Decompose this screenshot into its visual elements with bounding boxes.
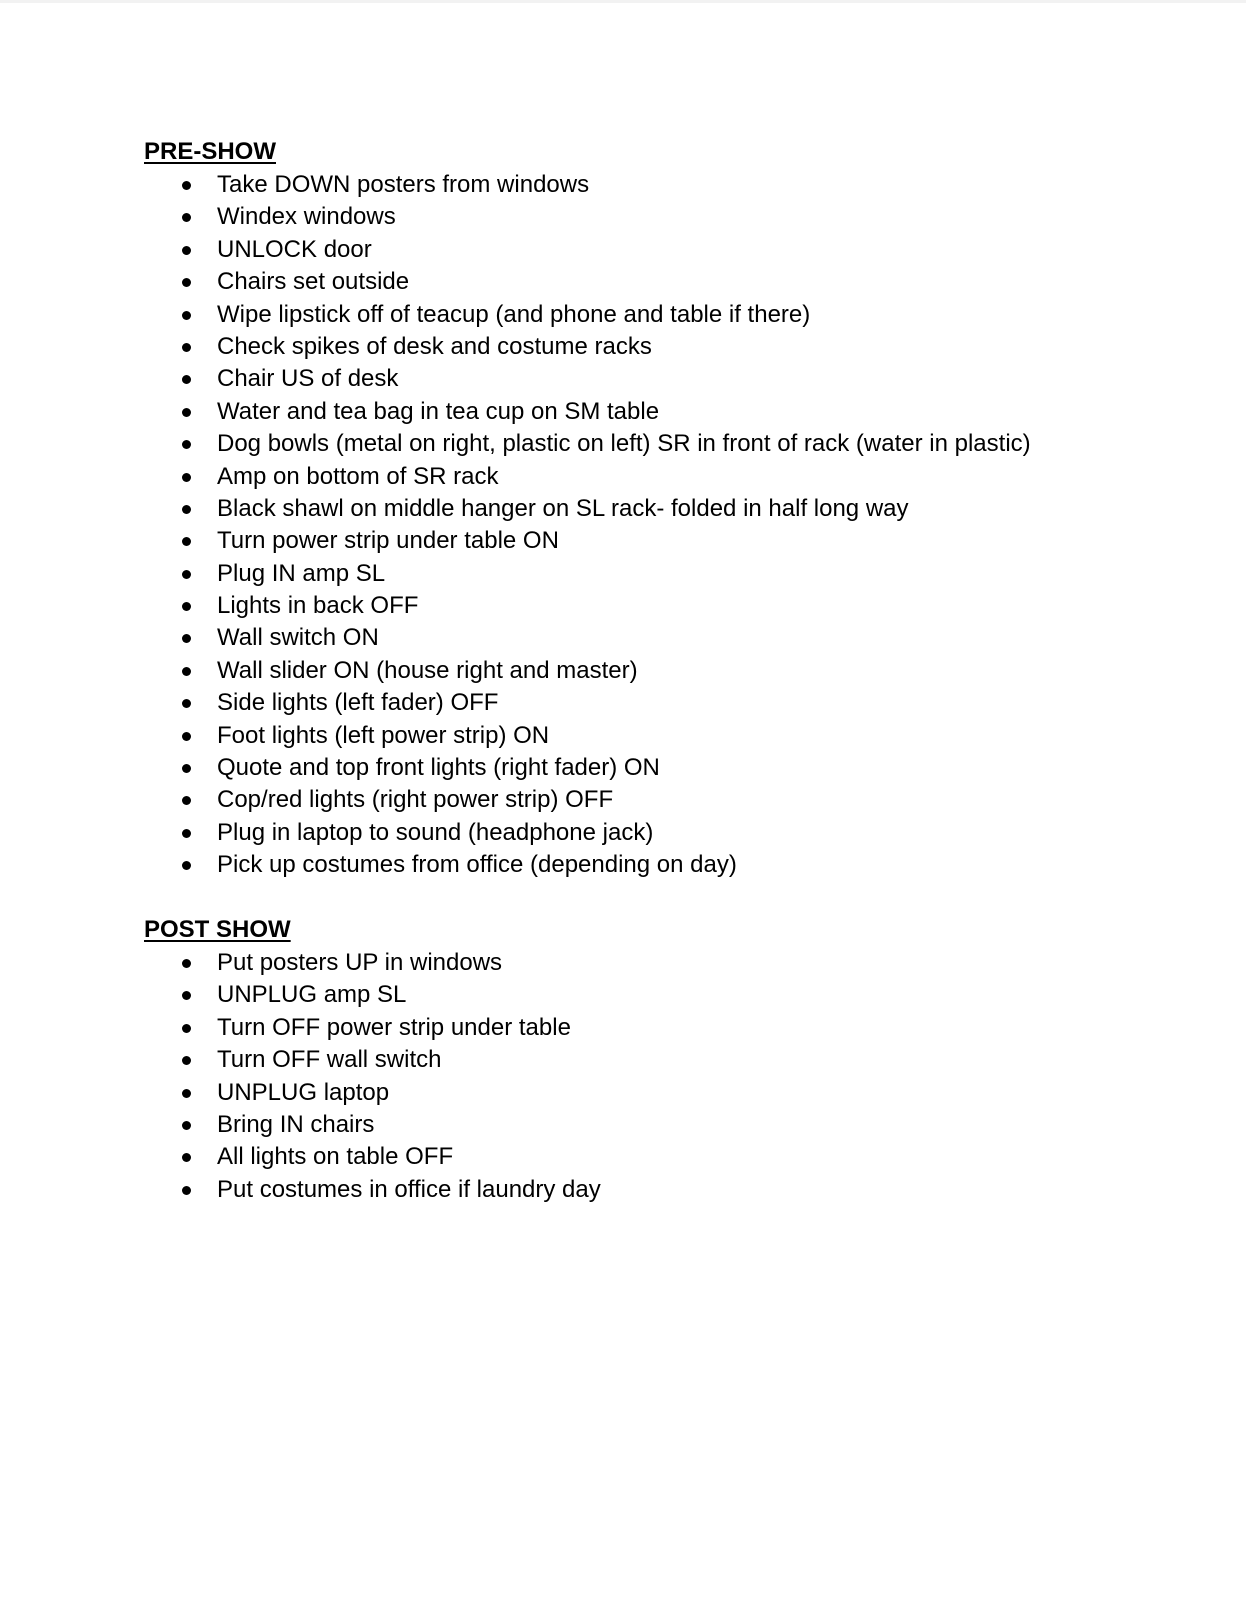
bullet-icon <box>182 1153 191 1162</box>
bullet-icon <box>182 732 191 741</box>
bullet-icon <box>182 278 191 287</box>
checklist-item-text: Turn OFF wall switch <box>217 1046 442 1074</box>
checklist-item-text: Dog bowls (metal on right, plastic on left) SR in front of rack (water in plastic) <box>217 430 1031 458</box>
checklist-item-text: Water and tea bag in tea cup on SM table <box>217 397 660 425</box>
checklist-item-text: Wall slider ON (house right and master) <box>217 656 638 684</box>
checklist-item-text: Chair US of desk <box>217 365 399 393</box>
checklist-item-text: Amp on bottom of SR rack <box>217 462 499 490</box>
checklist-item-text: Lights in back OFF <box>217 592 419 620</box>
bullet-icon <box>182 1024 191 1033</box>
checklist-item-text: Take DOWN posters from windows <box>217 171 590 198</box>
checklist-item-text: Plug in laptop to sound (headphone jack) <box>217 818 654 846</box>
bullet-icon <box>182 667 191 676</box>
checklist-item-text: Side lights (left fader) OFF <box>217 689 499 717</box>
bullet-icon <box>182 991 191 1000</box>
bullet-icon <box>182 1121 191 1130</box>
bullet-icon <box>182 861 191 870</box>
checklist-item-text: Black shawl on middle hanger on SL rack- folded in half long way <box>217 494 909 522</box>
checklist-item-text: Put posters UP in windows <box>217 949 503 976</box>
bullet-icon <box>182 408 191 417</box>
pre-show-heading: PRE-SHOW <box>144 138 276 165</box>
post-show-heading: POST SHOW <box>144 916 291 943</box>
bullet-icon <box>182 343 191 352</box>
checklist-item-text: Quote and top front lights (right fader) ON <box>217 754 660 782</box>
checklist-item-text: Put costumes in office if laundry day <box>217 1175 601 1203</box>
bullet-icon <box>182 246 191 255</box>
checklist-item-text: Cop/red lights (right power strip) OFF <box>217 786 614 814</box>
bullet-icon <box>182 959 191 968</box>
checklist-item-text: Plug IN amp SL <box>217 559 386 587</box>
bullet-icon <box>182 570 191 579</box>
bullet-icon <box>182 634 191 643</box>
checklist-item-text: Bring IN chairs <box>217 1110 375 1138</box>
bullet-icon <box>182 1089 191 1098</box>
checklist-item-text: UNLOCK door <box>217 235 372 263</box>
bullet-icon <box>182 537 191 546</box>
checklist-item-text: Pick up costumes from office (depending on day) <box>217 851 737 879</box>
checklist-item-text: All lights on table OFF <box>217 1143 454 1171</box>
bullet-icon <box>182 602 191 611</box>
checklist-item-text: Turn power strip under table ON <box>217 527 559 555</box>
checklist-item-text: Windex windows <box>217 203 396 231</box>
checklist-item-text: Turn OFF power strip under table <box>217 1013 571 1041</box>
bullet-icon <box>182 505 191 514</box>
bullet-icon <box>182 764 191 773</box>
bullet-icon <box>182 473 191 482</box>
bullet-icon <box>182 829 191 838</box>
bullet-icon <box>182 796 191 805</box>
checklist-item-text: Foot lights (left power strip) ON <box>217 721 550 749</box>
bullet-icon <box>182 699 191 708</box>
checklist-item-text: Check spikes of desk and costume racks <box>217 332 652 360</box>
bullet-icon <box>182 181 191 190</box>
checklist-item-text: UNPLUG amp SL <box>217 981 407 1009</box>
checklist-item-text: UNPLUG laptop <box>217 1078 390 1106</box>
checklist-item-text: Wall switch ON <box>217 624 379 652</box>
checklist-item-text: Wipe lipstick off of teacup (and phone and table if there) <box>217 300 811 328</box>
bullet-icon <box>182 440 191 449</box>
checklist-item-text: Chairs set outside <box>217 268 410 296</box>
bullet-icon <box>182 1186 191 1195</box>
bullet-icon <box>182 213 191 222</box>
bullet-icon <box>182 1056 191 1065</box>
bullet-icon <box>182 311 191 320</box>
bullet-icon <box>182 375 191 384</box>
